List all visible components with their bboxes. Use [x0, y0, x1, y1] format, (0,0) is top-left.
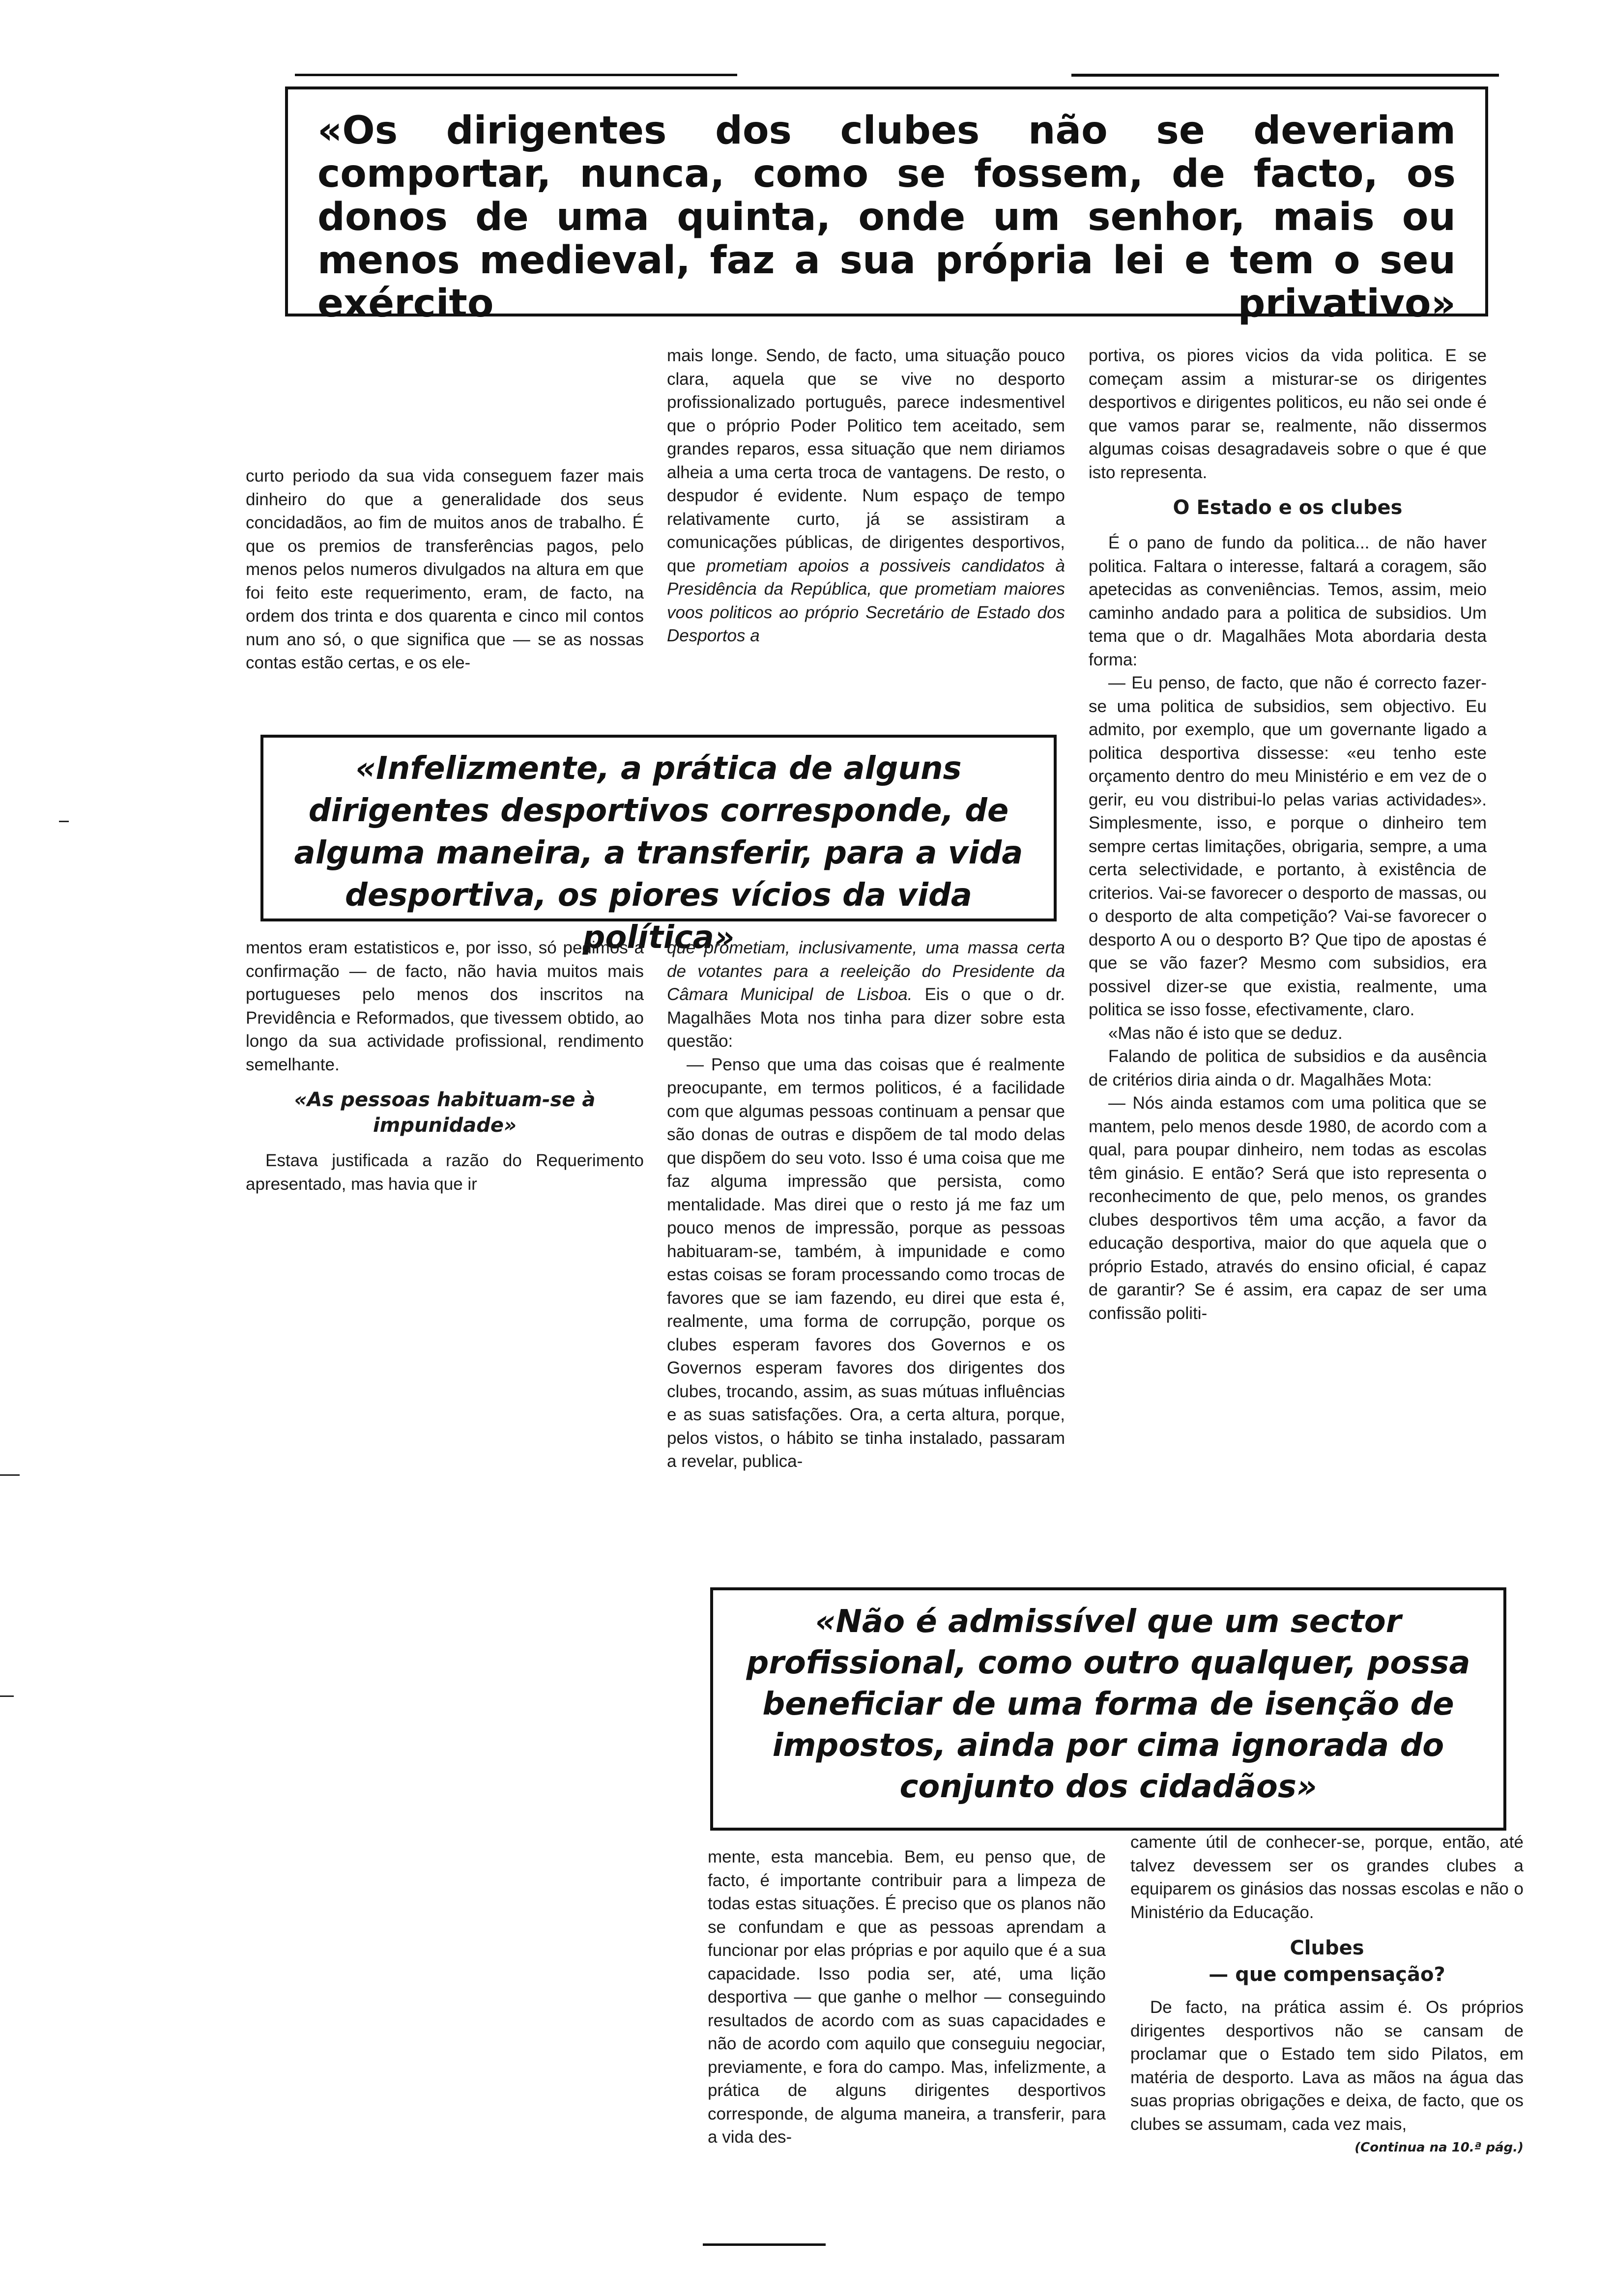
- scan-mark: [0, 1695, 14, 1697]
- colb3-paragraph-1: camente útil de conhecer-se, porque, então, até talvez devessem ser os grandes clubes a equiparem os ginásios das nossas escolas e não o Ministério da Educação.: [1130, 1833, 1524, 1922]
- continued-note: (Continua na 10.ª pág.): [1354, 2140, 1524, 2155]
- col2-paragraph-1: [667, 344, 1065, 648]
- column-3-top: [1089, 344, 1487, 1325]
- col1b-paragraph-1: mentos eram estatisticos e, por isso, só pedimos a confirmação — de facto, não havia muitos mais portugueses pelo menos dos inscritos na Previdência e Reformados, que tivessem obtido, ao longo da sua actividade profissional, rendimento semelhante.: [246, 938, 644, 1074]
- col2-italic-2: que prometiam, inclusivamente, uma massa certa de votantes para a reeleição do Presidente da Câmara Municipal de Lisboa.: [667, 938, 1065, 1004]
- column-1-bottom: [246, 936, 644, 1196]
- column-2-top: [667, 344, 1065, 648]
- col1-paragraph: curto periodo da sua vida conseguem fazer mais dinheiro do que a generalidade dos seus concidadãos, ao fim de muitos anos de trabalho. É que os premios de transferências pagos, pelo menos pelos numeros divulgados na altura em que foi feito este requerimento, eram, de facto, na ordem dos trinta e dos quarenta e cinco mil contos num ano só, o que significa que — se as nossas contas estão certas, e os ele-: [246, 466, 644, 672]
- col1b-paragraph-2: Estava justificada a razão do Requerimento apresentado, mas havia que ir: [246, 1151, 644, 1194]
- col3-paragraph-6: — Nós ainda estamos com uma politica que se mantem, pelo menos desde 1980, de acordo com a qual, para poupar dinheiro, nem todas as escolas têm ginásio. E então? Será que isto representa o reconhecimento de que, pelo menos, os grandes clubes desportivos têm uma acção, a favor da educação desportiva, maior do que aquela que o próprio Estado, através do ensino oficial, é capaz de garantir? Se é assim, era capaz de ser uma confissão politi-: [1089, 1093, 1487, 1323]
- top-rule-right: [1071, 74, 1499, 77]
- quote-box-2: [260, 735, 1057, 956]
- col2-text-2: Eis o que o dr. Magalhães Mota nos tinha para dizer sobre esta questão:: [667, 985, 1065, 1051]
- column-1-top: [246, 464, 644, 675]
- quote-box-3: [710, 1587, 1506, 1831]
- scan-mark: [59, 821, 69, 822]
- col3-paragraph-3: — Eu penso, de facto, que não é correcto fazer-se uma politica de subsidios, sem objectivo. Eu admito, por exemplo, que um governante ligado a politica desportiva dissesse: «eu tenho este orçamento dentro do meu Ministério e em vez de o gerir, eu vou distribui-lo pelas varias actividades». Simplesmente, isso, e porque o dinheiro tem sempre certas limitações, obrigaria, sempre, a uma certa selectividade, e portanto, à existência de criterios. Vai-se favorecer o desporto de massas, ou o desporto de alta competição? Vai-se favorecer o desporto A ou o desporto B? Que tipo de apostas é que se vão fazer? Mesmo com subsidios, era possivel dizer-se que existia, realmente, uma politica se isso fosse, efectivamente, claro.: [1089, 673, 1487, 1019]
- col1b-subhead: «As pessoas habituam-se à impunidade»: [294, 1089, 596, 1137]
- colb3-subhead-2: — que compensação?: [1209, 1963, 1445, 1986]
- main-quote-box: [285, 86, 1488, 326]
- col2-italic-1: prometiam apoios a possiveis candidatos à Presidência da República, que prometiam maiores voos politicos ao próprio Secretário de Estado dos Desportos a: [667, 556, 1065, 645]
- colb3-paragraph-2: De facto, na prática assim é. Os próprios dirigentes desportivos não se cansam de proclamar que o Estado tem sido Pilatos, em matéria de desporto. Lava as mãos na água das suas proprias obrigações e deixa, de facto, que os clubes se assumam, cada vez mais,: [1130, 1998, 1524, 2134]
- quote-3-text: «Não é admissível que um sector profissional, como outro qualquer, possa beneficiar de uma forma de isenção de impostos, ainda por cima ignorada do conjunto dos cidadãos»: [746, 1604, 1470, 1805]
- col2-text-1: mais longe. Sendo, de facto, uma situação pouco clara, aquela que se vive no desporto profissionalizado português, parece indesmentivel que o próprio Poder Politico tem aceitado, sem grandes reparos, essa situação que nem diriamos alheia a uma certa troca de vantagens. De resto, o despudor é evidente. Num espaço de tempo relativamente curto, já se assistiram a comunicações públicas, de dirigentes desportivos, que: [667, 346, 1065, 575]
- bottom-rule: [703, 2243, 826, 2246]
- col2-paragraph-2: [667, 936, 1065, 1053]
- column-b2: [708, 1845, 1106, 2149]
- colb2-paragraph: mente, esta mancebia. Bem, eu penso que, de facto, é importante contribuir para a limpeza de todas estas situações. É preciso que os planos não se confundam e que as pessoas aprendam a funcionar por elas próprias e por aquilo que é a sua capacidade. Isso podia ser, até, uma lição desportiva — que ganhe o melhor — conseguindo resultados de acordo com as suas capacidades e não de acordo com aquilo que conseguiu negociar, previamente, e fora do campo. Mas, infelizmente, a prática de alguns dirigentes desportivos corresponde, de alguma maneira, a transferir, para a vida des-: [708, 1847, 1106, 2147]
- scan-mark: [0, 1474, 20, 1476]
- col3-paragraph-5: Falando de politica de subsidios e da ausência de critérios diria ainda o dr. Magalhães Mota:: [1089, 1047, 1487, 1090]
- col2-paragraph-3: — Penso que uma das coisas que é realmente preocupante, em termos politicos, é a facilidade com que algumas pessoas continuam a pensar que são donas de outras e dispõem de tal modo delas que dispõem do seu voto. Isso é uma coisa que me faz alguma impressão que persista, como mentalidade. Mas direi que o resto já me faz um pouco menos de impressão, porque as pessoas habituaram-se, também, à impunidade e como estas coisas se foram processando como trocas de favores que se iam fazendo, eu direi que esta é, realmente, uma forma de corrupção, porque os clubes esperam favores dos Governos e os Governos esperam favores dos dirigentes dos clubes, trocando, assim, as suas mútuas influências e as suas satisfações. Ora, a certa altura, porque, pelos vistos, o hábito se tinha instalado, passaram a revelar, publica-: [667, 1055, 1065, 1471]
- col3-subhead: O Estado e os clubes: [1173, 496, 1403, 519]
- quote-2-text: «Infelizmente, a prática de alguns dirigentes desportivos corresponde, de alguma maneira, a transferir, para a vida desportiva, os piores vícios da vida política»: [294, 750, 1023, 956]
- col3-paragraph-4: «Mas não é isto que se deduz.: [1108, 1023, 1343, 1043]
- column-2-bottom: [667, 936, 1065, 1473]
- main-quote-text: «Os dirigentes dos clubes não se deveriam comportar, nunca, como se fossem, de facto, os donos de uma quinta, onde um senhor, mais ou menos medieval, faz a sua própria lei e tem o seu exército privativo»: [317, 109, 1456, 326]
- col3-paragraph-2: É o pano de fundo da politica... de não haver politica. Faltara o interesse, faltará a coragem, são apetecidas as conveniências. Temos, assim, meio caminho andado para a politica de subsidios. Um tema que o dr. Magalhães Mota abordaria desta forma:: [1089, 533, 1487, 669]
- col3-paragraph-1: portiva, os piores vicios da vida politica. E se começam assim a misturar-se os dirigentes desportivos e dirigentes politicos, eu não sei onde é que vamos parar se, realmente, não dissermos algumas coisas desagradaveis sobre o que é que isto representa.: [1089, 346, 1487, 482]
- top-rule-left: [295, 74, 737, 76]
- column-b3: [1130, 1831, 1524, 2157]
- colb3-subhead-1: Clubes: [1290, 1937, 1364, 1959]
